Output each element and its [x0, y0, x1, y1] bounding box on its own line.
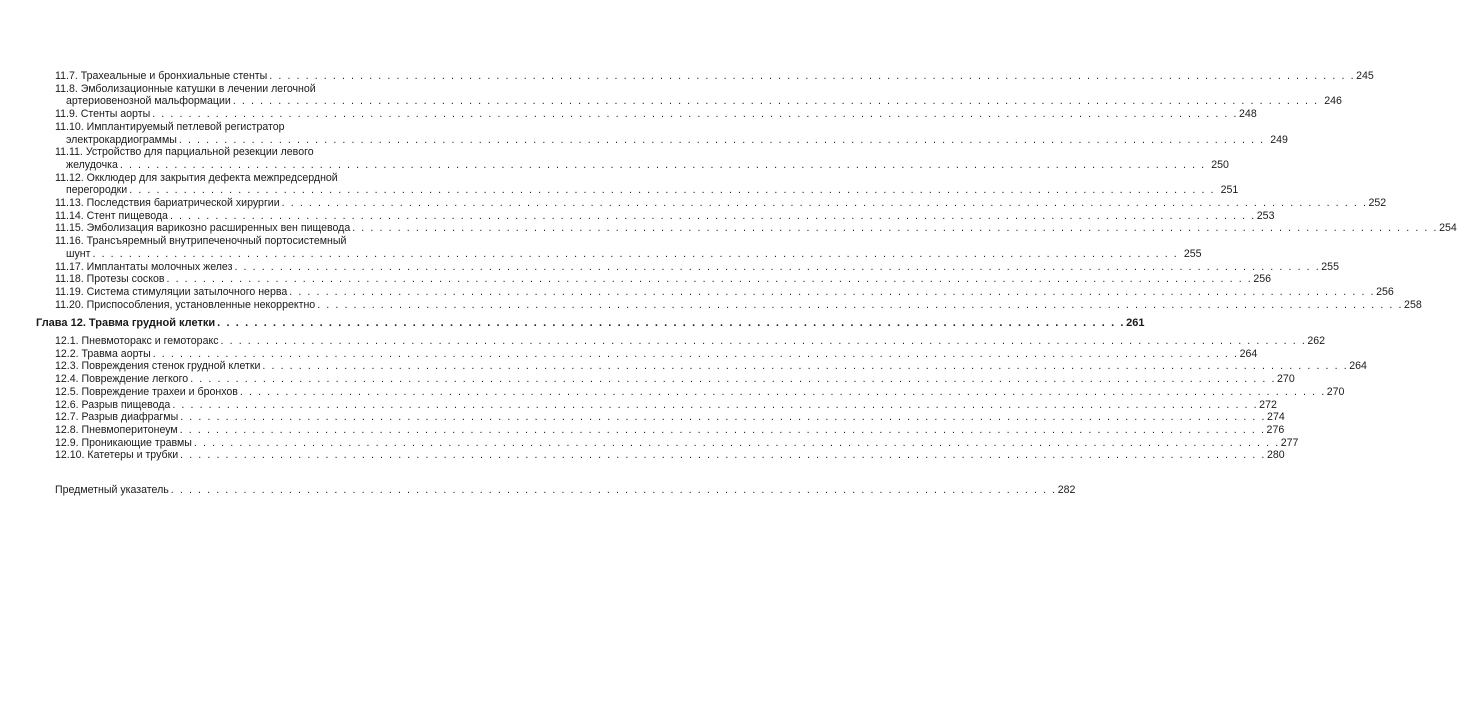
toc-entry[interactable] — [55, 222, 1457, 235]
entry-title: перегородки — [66, 184, 128, 197]
entry-number: 11.9. — [55, 108, 78, 121]
toc-entry[interactable] — [55, 398, 1277, 412]
toc-entry[interactable] — [55, 120, 1288, 146]
toc-entry[interactable] — [55, 449, 1285, 462]
toc-entry[interactable] — [55, 285, 1394, 299]
entry-number: 12.2. — [55, 347, 79, 360]
toc-entry[interactable] — [55, 347, 1258, 361]
toc-entry[interactable] — [55, 197, 1387, 210]
entry-title: Пневмоперитонеум — [81, 423, 178, 436]
entry-number: 12.8. — [55, 423, 79, 436]
entry-title: Эмболизация варикозно расширенных вен пищевода — [86, 222, 351, 235]
dot-leader: . . . . . . . . . . . . . . . . . . . . . . . . . . . . . . . . . . . . . . . . . . . . . . . . . . . . . . . . . . . . . . . . . . . . . . . . . . . . . . . . . . . . . . . . . . . . . . . . . . . . . . . . . . . . . . . . . . . . . . . . — [129, 184, 1220, 197]
entry-page-number: 248 — [1239, 108, 1257, 121]
dot-leader: . . . . . . . . . . . . . . . . . . . . . . . . . . . . . . . . . . . . . . . . . . . . . . . . . . . . . . . . . . . . . . . . . . . . . . . . . . . . . . . . . . . . . . . . . . . . . . . . . . . . . . . . . . . . . . . . . . . . . . . . — [193, 436, 1280, 449]
toc-entry[interactable] — [55, 171, 1239, 197]
dot-leader: . . . . . . . . . . . . . . . . . . . . . . . . . . . . . . . . . . . . . . . . . . . . . . . . . . . . . . . . . . . . . . . . . . . . . . . . . . . . . . . . . . . . . . . . . . . . . . . . . . . . . . . . . . . . . . . . . . . . . . . . — [220, 335, 1307, 348]
toc-entry[interactable] — [55, 423, 1285, 437]
toc-index[interactable] — [55, 484, 1076, 497]
entry-title: Разрыв диафрагмы — [81, 411, 179, 424]
dot-leader: . . . . . . . . . . . . . . . . . . . . . . . . . . . . . . . . . . . . . . . . . . . . . . . . . . . . . . . . . . . . . . . . . . . . . . . . . . . . . . . . . . . . . . . . . . . . . . . . . . . . . . . . . . . . . . . . . . . . . . . . — [317, 298, 1404, 311]
entry-title: Система стимуляции затылочного нерва — [86, 285, 288, 298]
entry-title: Устройство для парциальной резекции левого — [85, 146, 314, 159]
entry-title: Катетеры и трубки — [87, 449, 179, 462]
dot-leader: . . . . . . . . . . . . . . . . . . . . . . . . . . . . . . . . . . . . . . . . . . . . . . . . . . . . . . . . . . . . . . . . . . . . . . . . . . . . . . . . . . . . . . . . . . . . . . . . . . . . . . . . . . . . . . . . . . . . . . . . — [166, 273, 1253, 286]
toc-entry[interactable] — [55, 146, 1229, 171]
entry-number: 12.3. — [55, 360, 79, 373]
entry-title: Трансъяремный внутрипеченочный портосистемный — [86, 235, 347, 248]
toc-entry[interactable] — [55, 82, 1342, 108]
index-page-number: 282 — [1057, 484, 1076, 497]
entry-title: Стенты аорты — [80, 108, 151, 121]
dot-leader: . . . . . . . . . . . . . . . . . . . . . . . . . . . . . . . . . . . . . . . . . . . . . . . . . . . . . . . . . . . . . . . . . . . . . . . . . . . . . . . . . . . . . . . . . . . . . . . . . . . . . . . . . . . . . . . . . . . . . . . . — [281, 197, 1368, 210]
dot-leader: . . . . . . . . . . . . . . . . . . . . . . . . . . . . . . . . . . . . . . . . . . . . . . . . . . . . . . . . . . . . . . . . . . . . . . . . . . . . . . . . . . . . . . . . . . . . . . . . . . . . . . . . . . . . . . . . . . . . . . . . — [352, 222, 1439, 235]
entry-title: Повреждения стенок грудной клетки — [81, 360, 261, 373]
entry-page-number: 277 — [1280, 436, 1299, 449]
entry-number: 11.14. — [55, 209, 84, 222]
dot-leader: . . . . . . . . . . . . . . . . . . . . . . . . . . . . . . . . . . . . . . . . . . . . . . . . . . . . . . . . . . . . . . . . . . . . . . . . . . . . . . . . . . . . . . . . . . . . . . . . . . . . . . . . . . . . . . . . . . . . . . . . — [180, 449, 1266, 462]
entry-number: 12.1. — [55, 335, 79, 348]
dot-leader: . . . . . . . . . . . . . . . . . . . . . . . . . . . . . . . . . . . . . . . . . . . . . . . . . . . . . . . . . . . . . . . . . . . . . . . . . . . . . . . . . . . . . . . . . . . . . . . . . . . . . . . . . . . . . . . . . . . . . . . . — [92, 247, 1183, 260]
entry-number: 12.7. — [55, 411, 79, 424]
dot-leader: . . . . . . . . . . . . . . . . . . . . . . . . . . . . . . . . . . . . . . . . . . . . . . . . . . . . . . . . . . . . . . . . . . . . . . . . . . . . . . . . . . . . . . . . . . . . . . . . . . . . . . . . . . . . . . . . . . . . . . . . — [269, 70, 1356, 82]
entry-title: электрокардиограммы — [66, 133, 177, 146]
dot-leader: . . . . . . . . . . . . . . . . . . . . . . . . . . . . . . . . . . . . . . . . . . . . . . . . . . . . . . . . . . . . . . . . . . . . . . . . . . . . . . . . . . . . . . . . . . . . . . . . . . . . . . . . . . . . . . . . . . . . . . . . — [239, 385, 1326, 398]
dot-leader: . . . . . . . . . . . . . . . . . . . . . . . . . . . . . . . . . . . . . . . . . . . . . . . . . . . . . . . . . . . . . . . . . . . . . . . . . . . . . . . . . . . . . . . . . . . . . . . . . . . . . . . . . . . . . . . . . . . . . . . . — [152, 347, 1239, 360]
entry-page-number: 270 — [1326, 385, 1345, 398]
entry-title: Травма аорты — [81, 347, 151, 360]
toc-entry[interactable] — [55, 373, 1295, 386]
dot-leader: . . . . . . . . . . . . . . . . . . . . . . . . . . . . . . . . . . . . . . . . . . . . . . . . . . . . . . . . . . . . . . . . . . . . . . . . . . . . . . . . . . . . . . . . . . . . . . . . . . . . . . . . . . . . . . . . . . . . . . . . — [289, 285, 1376, 298]
entry-title: Трахеальные и бронхиальные стенты — [80, 70, 268, 82]
dot-leader: . . . . . . . . . . . . . . . . . . . . . . . . . . . . . . . . . . . . . . . . . . . . . . . . . . . . . . . . . . . . . . . . . . . . . . . . . . . . . . . . . . . . . . . . . . . . . . . . . . . . . . . . . . . . . . . . . . . . . . . . — [119, 158, 1211, 171]
entry-number: 12.9. — [55, 436, 79, 449]
entry-title: Приспособления, установленные некорректно — [86, 298, 316, 311]
entry-number: 12.5. — [55, 385, 79, 398]
entry-number: 11.13. — [55, 197, 84, 210]
entry-page-number: 252 — [1368, 197, 1387, 210]
entry-number: 11.16. — [55, 235, 84, 248]
entry-title: желудочка — [66, 158, 118, 171]
toc-entry[interactable] — [55, 70, 1374, 83]
entry-title: Пневмоторакс и гемоторакс — [81, 335, 219, 348]
entry-number: 11.12. — [55, 171, 84, 184]
entry-number: 11.18. — [55, 273, 84, 286]
entry-number: 12.4. — [55, 373, 79, 386]
entry-title: артериовенозной мальформации — [66, 95, 231, 108]
entry-page-number: 272 — [1259, 398, 1277, 411]
toc-entry[interactable] — [55, 108, 1257, 121]
entry-page-number: 250 — [1211, 158, 1229, 171]
section-gap — [0, 462, 442, 484]
entry-title: Повреждение трахеи и бронхов — [81, 385, 238, 398]
entry-number: 11.19. — [55, 285, 84, 298]
toc-entry[interactable] — [55, 411, 1285, 424]
entry-title: Эмболизационные катушки в лечении легочной — [80, 82, 316, 95]
entry-page-number: 251 — [1220, 184, 1239, 197]
dot-leader: . . . . . . . . . . . . . . . . . . . . . . . . . . . . . . . . . . . . . . . . . . . . . . . . . . . . . . . . . . . . . . . . . . . . . . . . . . . . . . . . . . . . . . . . . . . . . . . . . . . . . . . . . . . . . . . . . . . . . . . . — [172, 398, 1259, 411]
entry-title: Стент пищевода — [86, 209, 168, 222]
entry-page-number: 246 — [1324, 95, 1342, 108]
entry-number: 11.11. — [55, 146, 83, 159]
entry-number: 11.15. — [55, 222, 84, 235]
entry-page-number: 255 — [1183, 247, 1202, 260]
entry-page-number: 276 — [1266, 423, 1285, 436]
entry-title: Окклюдер для закрытия дефекта межпредсердной — [86, 171, 338, 184]
chapter-page-number: 261 — [1126, 317, 1145, 330]
dot-leader: . . . . . . . . . . . . . . . . . . . . . . . . . . . . . . . . . . . . . . . . . . . . . . . . . . . . . . . . . . . . . . . . . . . . . . . . . . . . . . . . . . . . . . . . . . . . . . . . . . . . . . . . . . . . . . . . . . . . . . . . — [178, 133, 1270, 146]
toc-entry[interactable] — [55, 260, 1339, 274]
entry-number: 12.6. — [55, 398, 79, 411]
dot-leader: . . . . . . . . . . . . . . . . . . . . . . . . . . . . . . . . . . . . . . . . . . . . . . . . . . . . . . . . . . . . . . . . . . . . . . . . . . . . . . . . . . . . . . . . . . . . . . . . . . . . . . . . . . . . . . . . . . . . . . . . — [232, 95, 1324, 108]
dot-leader: . . . . . . . . . . . . . . . . . . . . . . . . . . . . . . . . . . . . . . . . . . . . . . . . . . . . . . . . . . . . . . . . . . . . . . . . . . . . . . . . . . . . . . . . . . . . . . . . . . . . . . . . . . . . . . . . . . . . . . . . — [179, 423, 1266, 436]
entry-number: 11.7. — [55, 70, 78, 82]
entry-page-number: 280 — [1266, 449, 1285, 462]
entry-page-number: 258 — [1404, 298, 1422, 311]
entry-number: 11.8. — [55, 82, 78, 95]
entry-page-number: 256 — [1253, 273, 1272, 286]
entry-page-number: 254 — [1439, 222, 1457, 235]
toc-entry[interactable] — [55, 360, 1367, 373]
dot-leader: . . . . . . . . . . . . . . . . . . . . . . . . . . . . . . . . . . . . . . . . . . . . . . . . . . . . . . . . . . . . . . . . . . . . . . . . . . . . . . . . . . . . . . . . . . . . . . . . . . . . . . . . . . . . . . . . . . . . . . . . — [169, 209, 1256, 222]
dot-leader: . . . . . . . . . . . . . . . . . . . . . . . . . . . . . . . . . . . . . . . . . . . . . . . . . . . . . . . . . . . . . . . . . . . . . . . . . . . . . . . . . . . . . . . . . . . . . . . . . . . . . . . . . . . . . . . . . . . . . . . . — [152, 108, 1239, 121]
entry-page-number: 245 — [1356, 70, 1374, 82]
entry-page-number: 264 — [1239, 347, 1258, 360]
dot-leader: . . . . . . . . . . . . . . . . . . . . . . . . . . . . . . . . . . . . . . . . . . . . . . . . . . . . . . . . . . . . . . . . . . . . . . . . . . . . . . . . . . . . . . . . . . . . . . . . . . . . . . . . . . . . . . . . . . . . . . . . — [234, 260, 1321, 273]
entry-page-number: 253 — [1256, 209, 1275, 222]
table-of-contents — [0, 70, 1457, 497]
toc-entry[interactable] — [55, 385, 1345, 399]
index-title: Предметный указатель — [55, 484, 169, 497]
toc-chapter-12[interactable] — [36, 317, 1145, 330]
entry-title: Протезы сосков — [86, 273, 165, 286]
entry-title: Проникающие травмы — [81, 436, 192, 449]
toc-entry[interactable] — [55, 335, 1326, 348]
entry-page-number: 249 — [1270, 133, 1288, 146]
toc-entry[interactable] — [55, 235, 1202, 260]
entry-page-number: 256 — [1376, 285, 1394, 298]
entry-page-number: 270 — [1277, 373, 1295, 386]
entry-page-number: 255 — [1321, 260, 1339, 273]
entry-title: Имплантируемый петлевой регистратор — [86, 120, 285, 133]
entry-number: 12.10. — [55, 449, 85, 462]
entry-number: 11.10. — [55, 120, 84, 133]
entry-page-number: 264 — [1349, 360, 1367, 373]
chapter-12-entries — [0, 335, 1367, 462]
chapter-11-entries — [0, 70, 1457, 311]
dot-leader: . . . . . . . . . . . . . . . . . . . . . . . . . . . . . . . . . . . . . . . . . . . . . . . . . . . . . . . . . . . . . . . . . . . . . . . . . . . . . . . . . . . . . . . . . . . . . . . . . . . . . . . . . . . . . . . . . . . . . . . . — [262, 360, 1349, 373]
entry-title: Последствия бариатрической хирургии — [86, 197, 280, 210]
entry-page-number: 274 — [1267, 411, 1285, 424]
toc-entry[interactable] — [55, 436, 1299, 450]
entry-number: 11.17. — [55, 260, 84, 273]
entry-title: шунт — [66, 247, 91, 260]
dot-leader: . . . . . . . . . . . . . . . . . . . . . . . . . . . . . . . . . . . . . . . . . . . . . . . . . . . . . . . . . . . . . . . . . . . . . . . . . . . . . . . . . . . . . . . . . . . . . . . . . . . . . . . . . . . . . . . . . . . . . . . . — [180, 411, 1267, 424]
entry-title: Повреждение легкого — [81, 373, 189, 386]
chapter-title: Глава 12. Травма грудной клетки — [36, 317, 216, 330]
toc-entry[interactable] — [55, 298, 1422, 312]
entry-page-number: 262 — [1307, 335, 1326, 348]
entry-title: Имплантаты молочных желез — [86, 260, 233, 273]
toc-entry[interactable] — [55, 273, 1272, 286]
toc-entry[interactable] — [55, 209, 1275, 223]
dot-leader: . . . . . . . . . . . . . . . . . . . . . . . . . . . . . . . . . . . . . . . . . . . . . . . . . . . . . . . . . . . . . . . . . . . . . . . . . . . . . . . . . . . . . . . . . . . . . . . . . . — [217, 317, 1126, 330]
dot-leader: . . . . . . . . . . . . . . . . . . . . . . . . . . . . . . . . . . . . . . . . . . . . . . . . . . . . . . . . . . . . . . . . . . . . . . . . . . . . . . . . . . . . . . . . . . . . . . . . . . . . . . . . . . . . . . . . . . . . . . . . — [190, 373, 1277, 386]
entry-number: 11.20. — [55, 298, 84, 311]
entry-title: Разрыв пищевода — [81, 398, 171, 411]
dot-leader: . . . . . . . . . . . . . . . . . . . . . . . . . . . . . . . . . . . . . . . . . . . . . . . . . . . . . . . . . . . . . . . . . . . . . . . . . . . . . . . . . . . . . . . . . . . . . . . . . . — [170, 484, 1057, 497]
